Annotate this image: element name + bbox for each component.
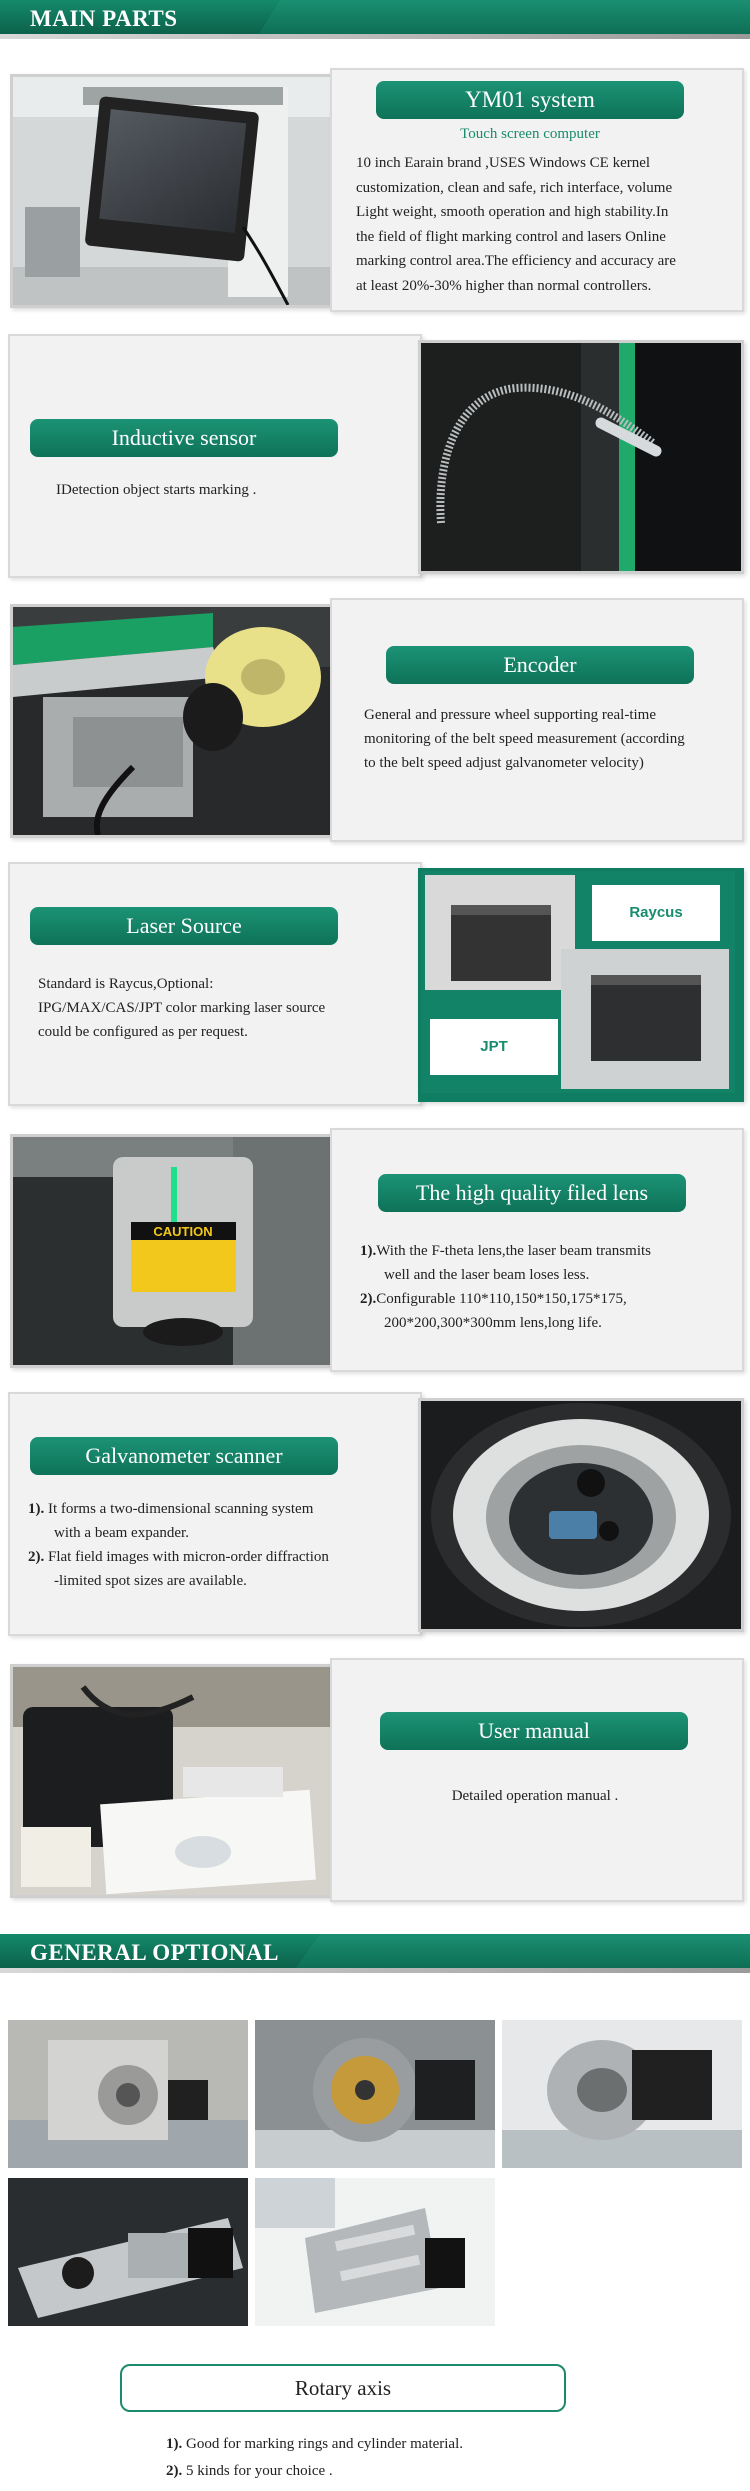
inductive-title: Inductive sensor <box>30 419 338 457</box>
manual-title: User manual <box>380 1712 688 1750</box>
rotary-photo-2 <box>255 2020 495 2168</box>
manual-panel <box>330 1658 744 1902</box>
encoder-description: General and pressure wheel supporting real-time monitoring of the belt speed measurement (according to the belt speed adjust galvanometer velocity) <box>364 707 685 771</box>
rotary-photo-1 <box>8 2020 248 2168</box>
laser-description: Standard is Raycus,Optional: IPG/MAX/CAS/JPT color marking laser source could be configured as per request. <box>38 976 326 1040</box>
main-parts-header <box>0 0 750 40</box>
lens-description: 1).With the F-theta lens,the laser beam transmits well and the laser beam loses less. 2).Configurable 110*110,150*150,175*175, 200*200,300*300mm lens,long life. <box>360 1243 651 1331</box>
caution-sign: CAUTION <box>153 1224 213 1239</box>
rotary-photo-4 <box>8 2178 248 2326</box>
jpt-label: JPT <box>430 1019 558 1075</box>
lens-title: The high quality filed lens <box>378 1174 686 1212</box>
galvo-photo <box>418 1398 744 1632</box>
general-optional-header <box>0 1934 750 1974</box>
encoder-title: Encoder <box>386 646 694 684</box>
rotary-description: 1). Good for marking rings and cylinder material. 2). 5 kinds for your choice . <box>166 2436 464 2479</box>
rotary-title: Rotary axis <box>120 2364 566 2412</box>
ym01-description: 10 inch Earain brand ,USES Windows CE kernel customization, clean and safe, rich interface, volume Light weight, smooth operation and high stability.In the field of flight marking control and lasers Online marking control area.The efficiency and accuracy are at least 20%-30% higher than normal controllers. <box>356 155 676 294</box>
main-parts-title: MAIN PARTS <box>30 6 178 31</box>
encoder-photo <box>10 604 336 838</box>
inductive-text: IDetection object starts marking . <box>56 482 257 498</box>
galvo-description: 1). It forms a two-dimensional scanning system with a beam expander. 2). Flat field images with micron-order diffraction -limited spot sizes are available. <box>28 1501 329 1589</box>
rotary-photo-3 <box>502 2020 742 2168</box>
galvo-title: Galvanometer scanner <box>30 1437 338 1475</box>
general-optional-title: GENERAL OPTIONAL <box>30 1940 279 1965</box>
ym01-photo <box>10 74 336 308</box>
ym01-title: YM01 system <box>376 81 684 119</box>
laser-title: Laser Source <box>30 907 338 945</box>
raycus-label: Raycus <box>592 885 720 941</box>
rotary-photo-5 <box>255 2178 495 2326</box>
inductive-photo <box>418 340 744 574</box>
manual-text: Detailed operation manual . <box>451 1788 619 1804</box>
manual-photo <box>10 1664 336 1898</box>
lens-photo <box>10 1134 336 1368</box>
ym01-subtitle: Touch screen computer <box>460 126 600 142</box>
